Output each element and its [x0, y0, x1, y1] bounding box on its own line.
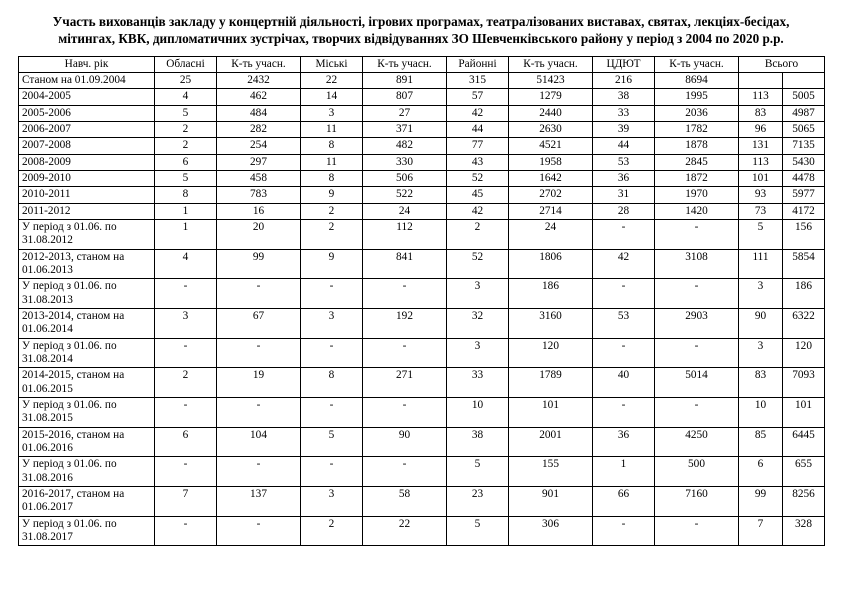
table-cell: 1279: [509, 89, 593, 105]
table-cell: 841: [363, 249, 447, 279]
table-cell: 1: [155, 203, 217, 219]
row-label: У період з 01.06. по 31.08.2016: [19, 457, 155, 487]
table-cell: 5: [739, 220, 783, 250]
table-cell: 2: [301, 516, 363, 546]
table-cell: 4478: [783, 171, 825, 187]
table-cell: 192: [363, 309, 447, 339]
table-cell: 216: [593, 73, 655, 89]
table-cell: 24: [363, 203, 447, 219]
table-header-cell: ЦДЮТ: [593, 56, 655, 72]
table-row: [19, 486, 825, 516]
table-cell: 90: [363, 427, 447, 457]
table-cell: 5: [155, 171, 217, 187]
table-cell: 99: [217, 249, 301, 279]
table-cell: 3: [739, 338, 783, 368]
table-cell: 3108: [655, 249, 739, 279]
table-cell: 2440: [509, 105, 593, 121]
table-row: [19, 457, 825, 487]
table-cell: -: [217, 457, 301, 487]
table-cell: -: [593, 338, 655, 368]
table-cell: 482: [363, 138, 447, 154]
table-cell: 22: [301, 73, 363, 89]
table-cell: -: [363, 398, 447, 428]
table-header-cell: К-ть учасн.: [363, 56, 447, 72]
table-cell: 20: [217, 220, 301, 250]
table-cell: 1: [593, 457, 655, 487]
table-cell: -: [155, 457, 217, 487]
table-cell: 83: [739, 368, 783, 398]
table-cell: 1958: [509, 154, 593, 170]
table-cell: 32: [447, 309, 509, 339]
table-cell: 1789: [509, 368, 593, 398]
table-cell: 4: [155, 249, 217, 279]
table-cell: 2: [301, 220, 363, 250]
table-cell: 44: [447, 122, 509, 138]
table-header-cell: Всього: [739, 56, 825, 72]
table-cell: -: [363, 279, 447, 309]
table-cell: 131: [739, 138, 783, 154]
table-cell: 33: [447, 368, 509, 398]
table-row: [19, 154, 825, 170]
table-cell: 1878: [655, 138, 739, 154]
table-cell: -: [655, 398, 739, 428]
table-cell: 328: [783, 516, 825, 546]
table-cell: 155: [509, 457, 593, 487]
table-cell: 186: [783, 279, 825, 309]
table-cell: 42: [447, 203, 509, 219]
table-row: [19, 516, 825, 546]
table-cell: -: [301, 338, 363, 368]
table-cell: 156: [783, 220, 825, 250]
table-cell: 120: [509, 338, 593, 368]
row-label: 2004-2005: [19, 89, 155, 105]
table-cell: -: [301, 398, 363, 428]
table-cell: 3: [301, 105, 363, 121]
row-label: У період з 01.06. по 31.08.2017: [19, 516, 155, 546]
table-cell: 4250: [655, 427, 739, 457]
table-cell: 10: [447, 398, 509, 428]
table-cell: 2714: [509, 203, 593, 219]
table-cell: 2: [447, 220, 509, 250]
table-row: [19, 427, 825, 457]
table-cell: 73: [739, 203, 783, 219]
table-cell: 52: [447, 171, 509, 187]
row-label: 2013-2014, станом на 01.06.2014: [19, 309, 155, 339]
table-cell: 500: [655, 457, 739, 487]
table-cell: 23: [447, 486, 509, 516]
row-label: 2006-2007: [19, 122, 155, 138]
table-cell: 506: [363, 171, 447, 187]
table-row: [19, 203, 825, 219]
row-label: 2007-2008: [19, 138, 155, 154]
row-label: У період з 01.06. по 31.08.2013: [19, 279, 155, 309]
table-cell: 1: [155, 220, 217, 250]
table-cell: 901: [509, 486, 593, 516]
table-cell: -: [301, 279, 363, 309]
table-cell: -: [217, 516, 301, 546]
table-cell: 306: [509, 516, 593, 546]
table-cell: -: [593, 220, 655, 250]
table-cell: 66: [593, 486, 655, 516]
table-cell: 104: [217, 427, 301, 457]
table-cell: 8: [301, 171, 363, 187]
table-cell: 8: [155, 187, 217, 203]
table-cell: 1782: [655, 122, 739, 138]
table-row: [19, 89, 825, 105]
table-cell: 2: [301, 203, 363, 219]
table-cell: 5: [447, 457, 509, 487]
table-cell: 282: [217, 122, 301, 138]
table-cell: 22: [363, 516, 447, 546]
table-row: [19, 338, 825, 368]
table-row: [19, 122, 825, 138]
table-cell: 53: [593, 154, 655, 170]
table-cell: 14: [301, 89, 363, 105]
table-cell: 7135: [783, 138, 825, 154]
table-header-cell: К-ть учасн.: [217, 56, 301, 72]
table-cell: 90: [739, 309, 783, 339]
table-cell: [739, 73, 783, 89]
table-cell: -: [217, 279, 301, 309]
table-header-cell: Міські: [301, 56, 363, 72]
row-label: 2005-2006: [19, 105, 155, 121]
table-cell: 96: [739, 122, 783, 138]
table-cell: 8694: [655, 73, 739, 89]
table-row: [19, 309, 825, 339]
table-cell: -: [593, 398, 655, 428]
table-cell: 57: [447, 89, 509, 105]
table-cell: 77: [447, 138, 509, 154]
table-cell: 5854: [783, 249, 825, 279]
table-cell: 7093: [783, 368, 825, 398]
table-cell: 44: [593, 138, 655, 154]
table-cell: -: [363, 338, 447, 368]
row-label: 2008-2009: [19, 154, 155, 170]
table-header-cell: Обласні: [155, 56, 217, 72]
table-cell: 2036: [655, 105, 739, 121]
table-cell: 111: [739, 249, 783, 279]
table-cell: 5065: [783, 122, 825, 138]
row-label: 2009-2010: [19, 171, 155, 187]
table-cell: 9: [301, 187, 363, 203]
table-cell: 297: [217, 154, 301, 170]
table-cell: -: [655, 220, 739, 250]
table-cell: 522: [363, 187, 447, 203]
table-cell: 2630: [509, 122, 593, 138]
table-cell: 93: [739, 187, 783, 203]
table-cell: 42: [447, 105, 509, 121]
table-cell: 2: [155, 122, 217, 138]
table-row: [19, 368, 825, 398]
table-header-cell: Навч. рік: [19, 56, 155, 72]
table-cell: 807: [363, 89, 447, 105]
row-label: 2011-2012: [19, 203, 155, 219]
table-cell: 6: [739, 457, 783, 487]
table-cell: -: [655, 279, 739, 309]
table-cell: -: [655, 516, 739, 546]
table-cell: 36: [593, 427, 655, 457]
table-cell: 5977: [783, 187, 825, 203]
table-cell: 25: [155, 73, 217, 89]
table-cell: 3160: [509, 309, 593, 339]
table-cell: 1970: [655, 187, 739, 203]
table-cell: 101: [739, 171, 783, 187]
table-row: [19, 398, 825, 428]
table-header-cell: Районні: [447, 56, 509, 72]
table-cell: -: [217, 338, 301, 368]
table-cell: 4987: [783, 105, 825, 121]
table-cell: 3: [301, 486, 363, 516]
table-cell: 9: [301, 249, 363, 279]
table-cell: 3: [447, 279, 509, 309]
row-label: Станом на 01.09.2004: [19, 73, 155, 89]
table-cell: -: [655, 338, 739, 368]
table-cell: 5430: [783, 154, 825, 170]
table-cell: 458: [217, 171, 301, 187]
table-cell: 783: [217, 187, 301, 203]
table-cell: 330: [363, 154, 447, 170]
table-cell: 113: [739, 89, 783, 105]
table-cell: 6322: [783, 309, 825, 339]
table-cell: 43: [447, 154, 509, 170]
table-cell: 99: [739, 486, 783, 516]
table-cell: 7160: [655, 486, 739, 516]
table-cell: 8: [301, 138, 363, 154]
table-cell: -: [155, 279, 217, 309]
table-cell: 186: [509, 279, 593, 309]
table-cell: 891: [363, 73, 447, 89]
table-cell: 52: [447, 249, 509, 279]
table-cell: 8: [301, 368, 363, 398]
table-cell: -: [593, 279, 655, 309]
table-cell: 11: [301, 122, 363, 138]
table-cell: 38: [593, 89, 655, 105]
row-label: 2015-2016, станом на 01.06.2016: [19, 427, 155, 457]
table-cell: 83: [739, 105, 783, 121]
table-cell: 2903: [655, 309, 739, 339]
table-cell: 120: [783, 338, 825, 368]
table-cell: 3: [447, 338, 509, 368]
table-cell: 3: [155, 309, 217, 339]
table-cell: -: [301, 457, 363, 487]
page-title: Участь вихованців закладу у концертній діяльності, ігрових програмах, театралізованих виставах, святах, лекціях-бесідах, мітингах, КВК, дипломатичних зустрічах, творчих відвідуваннях ЗО Шевченківського району у період з 2004 по 2020 р.р.: [52, 14, 790, 46]
table-row: [19, 187, 825, 203]
table-cell: 5: [447, 516, 509, 546]
table-cell: -: [155, 338, 217, 368]
table-cell: 45: [447, 187, 509, 203]
table-row: [19, 105, 825, 121]
table-row: [19, 279, 825, 309]
table-cell: 10: [739, 398, 783, 428]
table-row: [19, 73, 825, 89]
table-cell: 101: [783, 398, 825, 428]
table-cell: 371: [363, 122, 447, 138]
table-cell: 51423: [509, 73, 593, 89]
table-cell: 101: [509, 398, 593, 428]
row-label: 2016-2017, станом на 01.06.2017: [19, 486, 155, 516]
row-label: У період з 01.06. по 31.08.2012: [19, 220, 155, 250]
table-cell: 315: [447, 73, 509, 89]
table-cell: 38: [447, 427, 509, 457]
table-row: [19, 220, 825, 250]
table-cell: -: [217, 398, 301, 428]
table-cell: 4521: [509, 138, 593, 154]
table-cell: [783, 73, 825, 89]
table-cell: 11: [301, 154, 363, 170]
table-row: [19, 138, 825, 154]
table-cell: 31: [593, 187, 655, 203]
table-body: [19, 56, 825, 546]
table-cell: 6: [155, 427, 217, 457]
table-cell: 33: [593, 105, 655, 121]
row-label: У період з 01.06. по 31.08.2014: [19, 338, 155, 368]
table-cell: -: [155, 398, 217, 428]
table-cell: 42: [593, 249, 655, 279]
table-header-row: [19, 56, 825, 72]
table-cell: 3: [301, 309, 363, 339]
table-cell: 1806: [509, 249, 593, 279]
table-cell: 254: [217, 138, 301, 154]
table-cell: -: [363, 457, 447, 487]
table-cell: 271: [363, 368, 447, 398]
table-cell: 67: [217, 309, 301, 339]
table-cell: 137: [217, 486, 301, 516]
table-cell: 5014: [655, 368, 739, 398]
row-label: 2010-2011: [19, 187, 155, 203]
table-row: [19, 171, 825, 187]
table-cell: 1420: [655, 203, 739, 219]
table-cell: 4172: [783, 203, 825, 219]
table-cell: 5005: [783, 89, 825, 105]
table-cell: 85: [739, 427, 783, 457]
table-cell: 462: [217, 89, 301, 105]
table-cell: 1872: [655, 171, 739, 187]
table-cell: -: [593, 516, 655, 546]
table-cell: -: [155, 516, 217, 546]
table-cell: 28: [593, 203, 655, 219]
table-cell: 40: [593, 368, 655, 398]
table-cell: 7: [739, 516, 783, 546]
table-cell: 6445: [783, 427, 825, 457]
table-cell: 655: [783, 457, 825, 487]
table-cell: 5: [155, 105, 217, 121]
table-cell: 16: [217, 203, 301, 219]
table-cell: 19: [217, 368, 301, 398]
table-cell: 112: [363, 220, 447, 250]
participation-table: [18, 56, 825, 547]
table-cell: 7: [155, 486, 217, 516]
table-cell: 4: [155, 89, 217, 105]
table-cell: 53: [593, 309, 655, 339]
table-cell: 3: [739, 279, 783, 309]
table-header-cell: К-ть учасн.: [655, 56, 739, 72]
table-cell: 39: [593, 122, 655, 138]
table-row: [19, 249, 825, 279]
table-header-cell: К-ть учасн.: [509, 56, 593, 72]
table-cell: 6: [155, 154, 217, 170]
table-cell: 484: [217, 105, 301, 121]
table-cell: 2: [155, 138, 217, 154]
table-cell: 58: [363, 486, 447, 516]
row-label: 2014-2015, станом на 01.06.2015: [19, 368, 155, 398]
table-cell: 1995: [655, 89, 739, 105]
table-cell: 2845: [655, 154, 739, 170]
table-cell: 2001: [509, 427, 593, 457]
table-cell: 2702: [509, 187, 593, 203]
table-cell: 24: [509, 220, 593, 250]
row-label: 2012-2013, станом на 01.06.2013: [19, 249, 155, 279]
table-cell: 27: [363, 105, 447, 121]
table-cell: 113: [739, 154, 783, 170]
table-cell: 5: [301, 427, 363, 457]
table-cell: 36: [593, 171, 655, 187]
row-label: У період з 01.06. по 31.08.2015: [19, 398, 155, 428]
table-cell: 2: [155, 368, 217, 398]
table-cell: 8256: [783, 486, 825, 516]
table-cell: 2432: [217, 73, 301, 89]
table-cell: 1642: [509, 171, 593, 187]
